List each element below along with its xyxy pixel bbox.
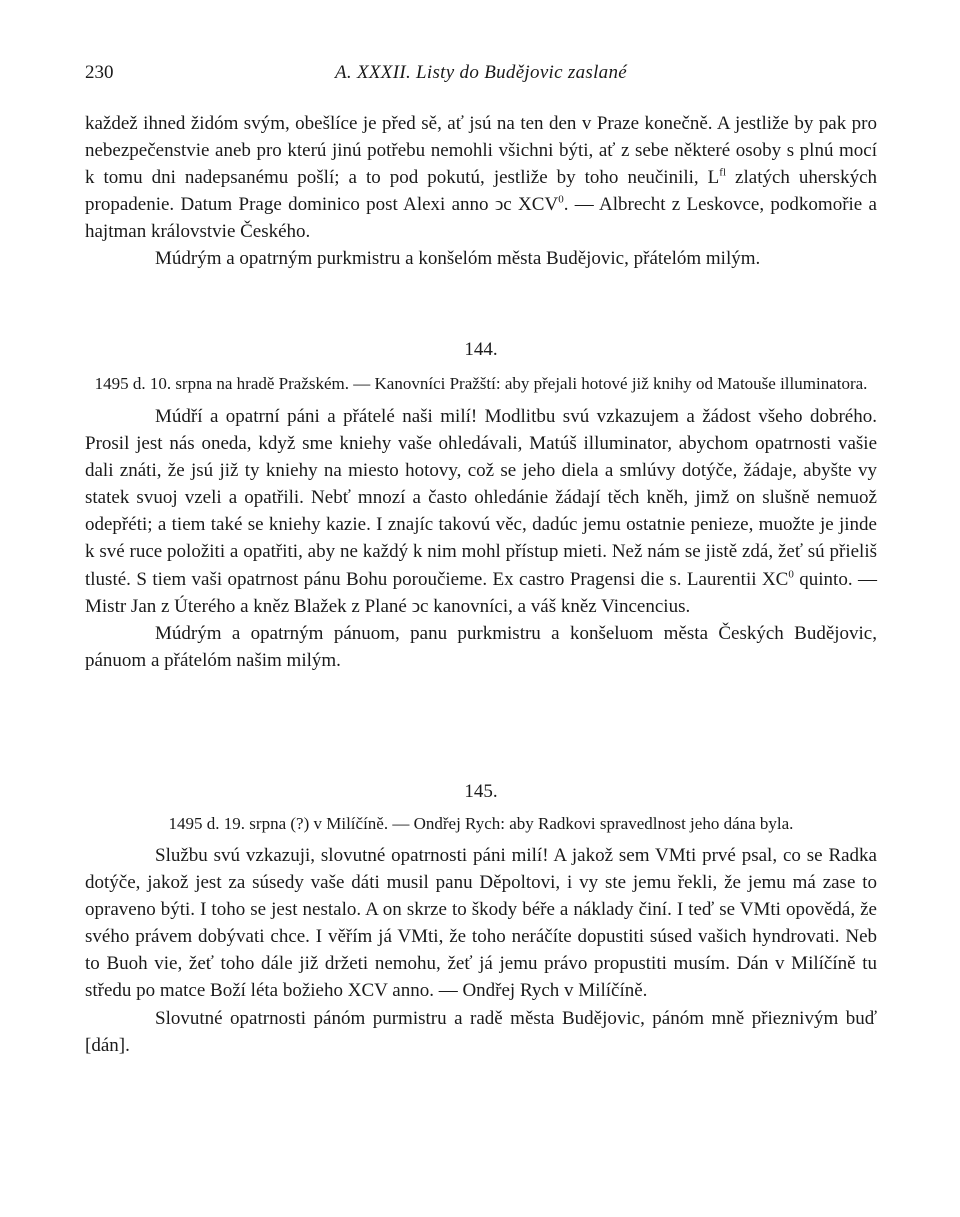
superscript-year: 0 <box>558 193 564 206</box>
document-144 <box>85 336 877 674</box>
previous-letter-address: Múdrým a opatrným purkmistru a konšelóm města Budějovic, přátelóm milým. <box>155 248 761 270</box>
document-text: Múdří a opatrní páni a přátelé naši milí! Modlitbu svú vzkazujem a žádost všeho dobrého. Prosil jest nás oneda, když sme kniehy vaše ohledávali, Matúš illuminator, abychom opatrnosti vašie dali znáti, že jsú již ty kniehy na miesto hotovy, což se jeho diela a smlúvy dotýče, žádaje, abyšte vy statek svuoj vzeli a opatřili. Nebť mnozí a často ohledánie žádají těch kněh, jimž on slušně nemuož odepřéti; a tiem také se kniehy kazie. I znajíc takovú věc, dadúc jemu ostatnie penieze, muožte je jinde k své ruce položiti a opatřiti, aby ne každý k nim mohl přístup mieti. Než nám se jistě zdá, žeť sú přieliš tlusté. S tiem vaši opatrnost pánu Bohu poroučieme. Ex castro Pragensi die s. Laurentii $XC^0$ quinto. — Mistr Jan z Úterého a kněz Blažek z Plané ͻc kanovníci, a váš kněz Vincencius. <box>85 406 877 617</box>
previous-letter-text: každež ihned židóm svým, obešlíce je před sě, ať jsú na ten den v Praze konečně. A jestliže by pak pro nebezpečenstvie aneb pro kterú jinú potřebu nemohli všichni býti, ať z sebe některé osoby s plnú mocí k tomu dni nadepsanému pošlí; a to pod pokutú, jestliže by toho neučinili, $L^{fl}$ zlatých uherských propadenie. Datum Prage dominico post Alexi anno ͻc XCV$^0$. — Albrecht z Leskovce, podkomořie a hajtman královstvie Českého. <box>85 113 877 243</box>
page-number: 230 <box>85 62 114 83</box>
document-number: 145. <box>464 781 498 802</box>
running-header <box>85 62 877 88</box>
superscript-fl: fl <box>719 166 727 179</box>
document-number: 144. <box>464 339 498 360</box>
document-regest: 1495 d. 19. srpna (?) v Milíčíně. — Ondřej Rych: aby Radkovi spravedlnost jeho dána byla. <box>168 814 794 833</box>
document-regest: 1495 d. 10. srpna na hradě Pražském. — Kanovníci Pražští: aby přejali hotové již knihy od Matouše illuminatora. <box>94 374 868 393</box>
running-title: A. XXXII. Listy do Budějovic zaslané <box>334 62 628 83</box>
superscript-year: 0 <box>788 568 794 581</box>
document-address: Múdrým a opatrným pánuom, panu purkmistru a konšeluom města Českých Budějovic, pánuom a přátelóm našim milým. <box>85 622 877 671</box>
document-address: Slovutné opatrnosti pánóm purmistru a radě města Budějovic, pánóm mně přieznivým buď [dán]. <box>85 1007 877 1056</box>
document-text: Službu svú vzkazuji, slovutné opatrnosti páni milí! A jakož sem VMti prvé psal, co se Radka dotýče, jakož jest za súsedy vaše dáti musil panu Děpoltovi, i vy ste jemu řekli, že jemu má zase to opraveno býti. I toho se jest nestalo. A on skrze to škody béře a náklady činí. I teď se VMti opovědá, že svého právem dobývati chce. I věřím já VMti, že toho neráčíte dopustiti súsed vašich hyndrovati. Neb to Buoh vie, žeť toho dále již držeti nemohu, žeť já jemu právo propustiti musím. Dán v Milíčíně tu středu po matce Boží léta božieho XCV anno. — Ondřej Rych v Milíčíně. <box>85 845 877 1002</box>
previous-letter <box>85 110 877 273</box>
document-145 <box>85 778 877 1059</box>
